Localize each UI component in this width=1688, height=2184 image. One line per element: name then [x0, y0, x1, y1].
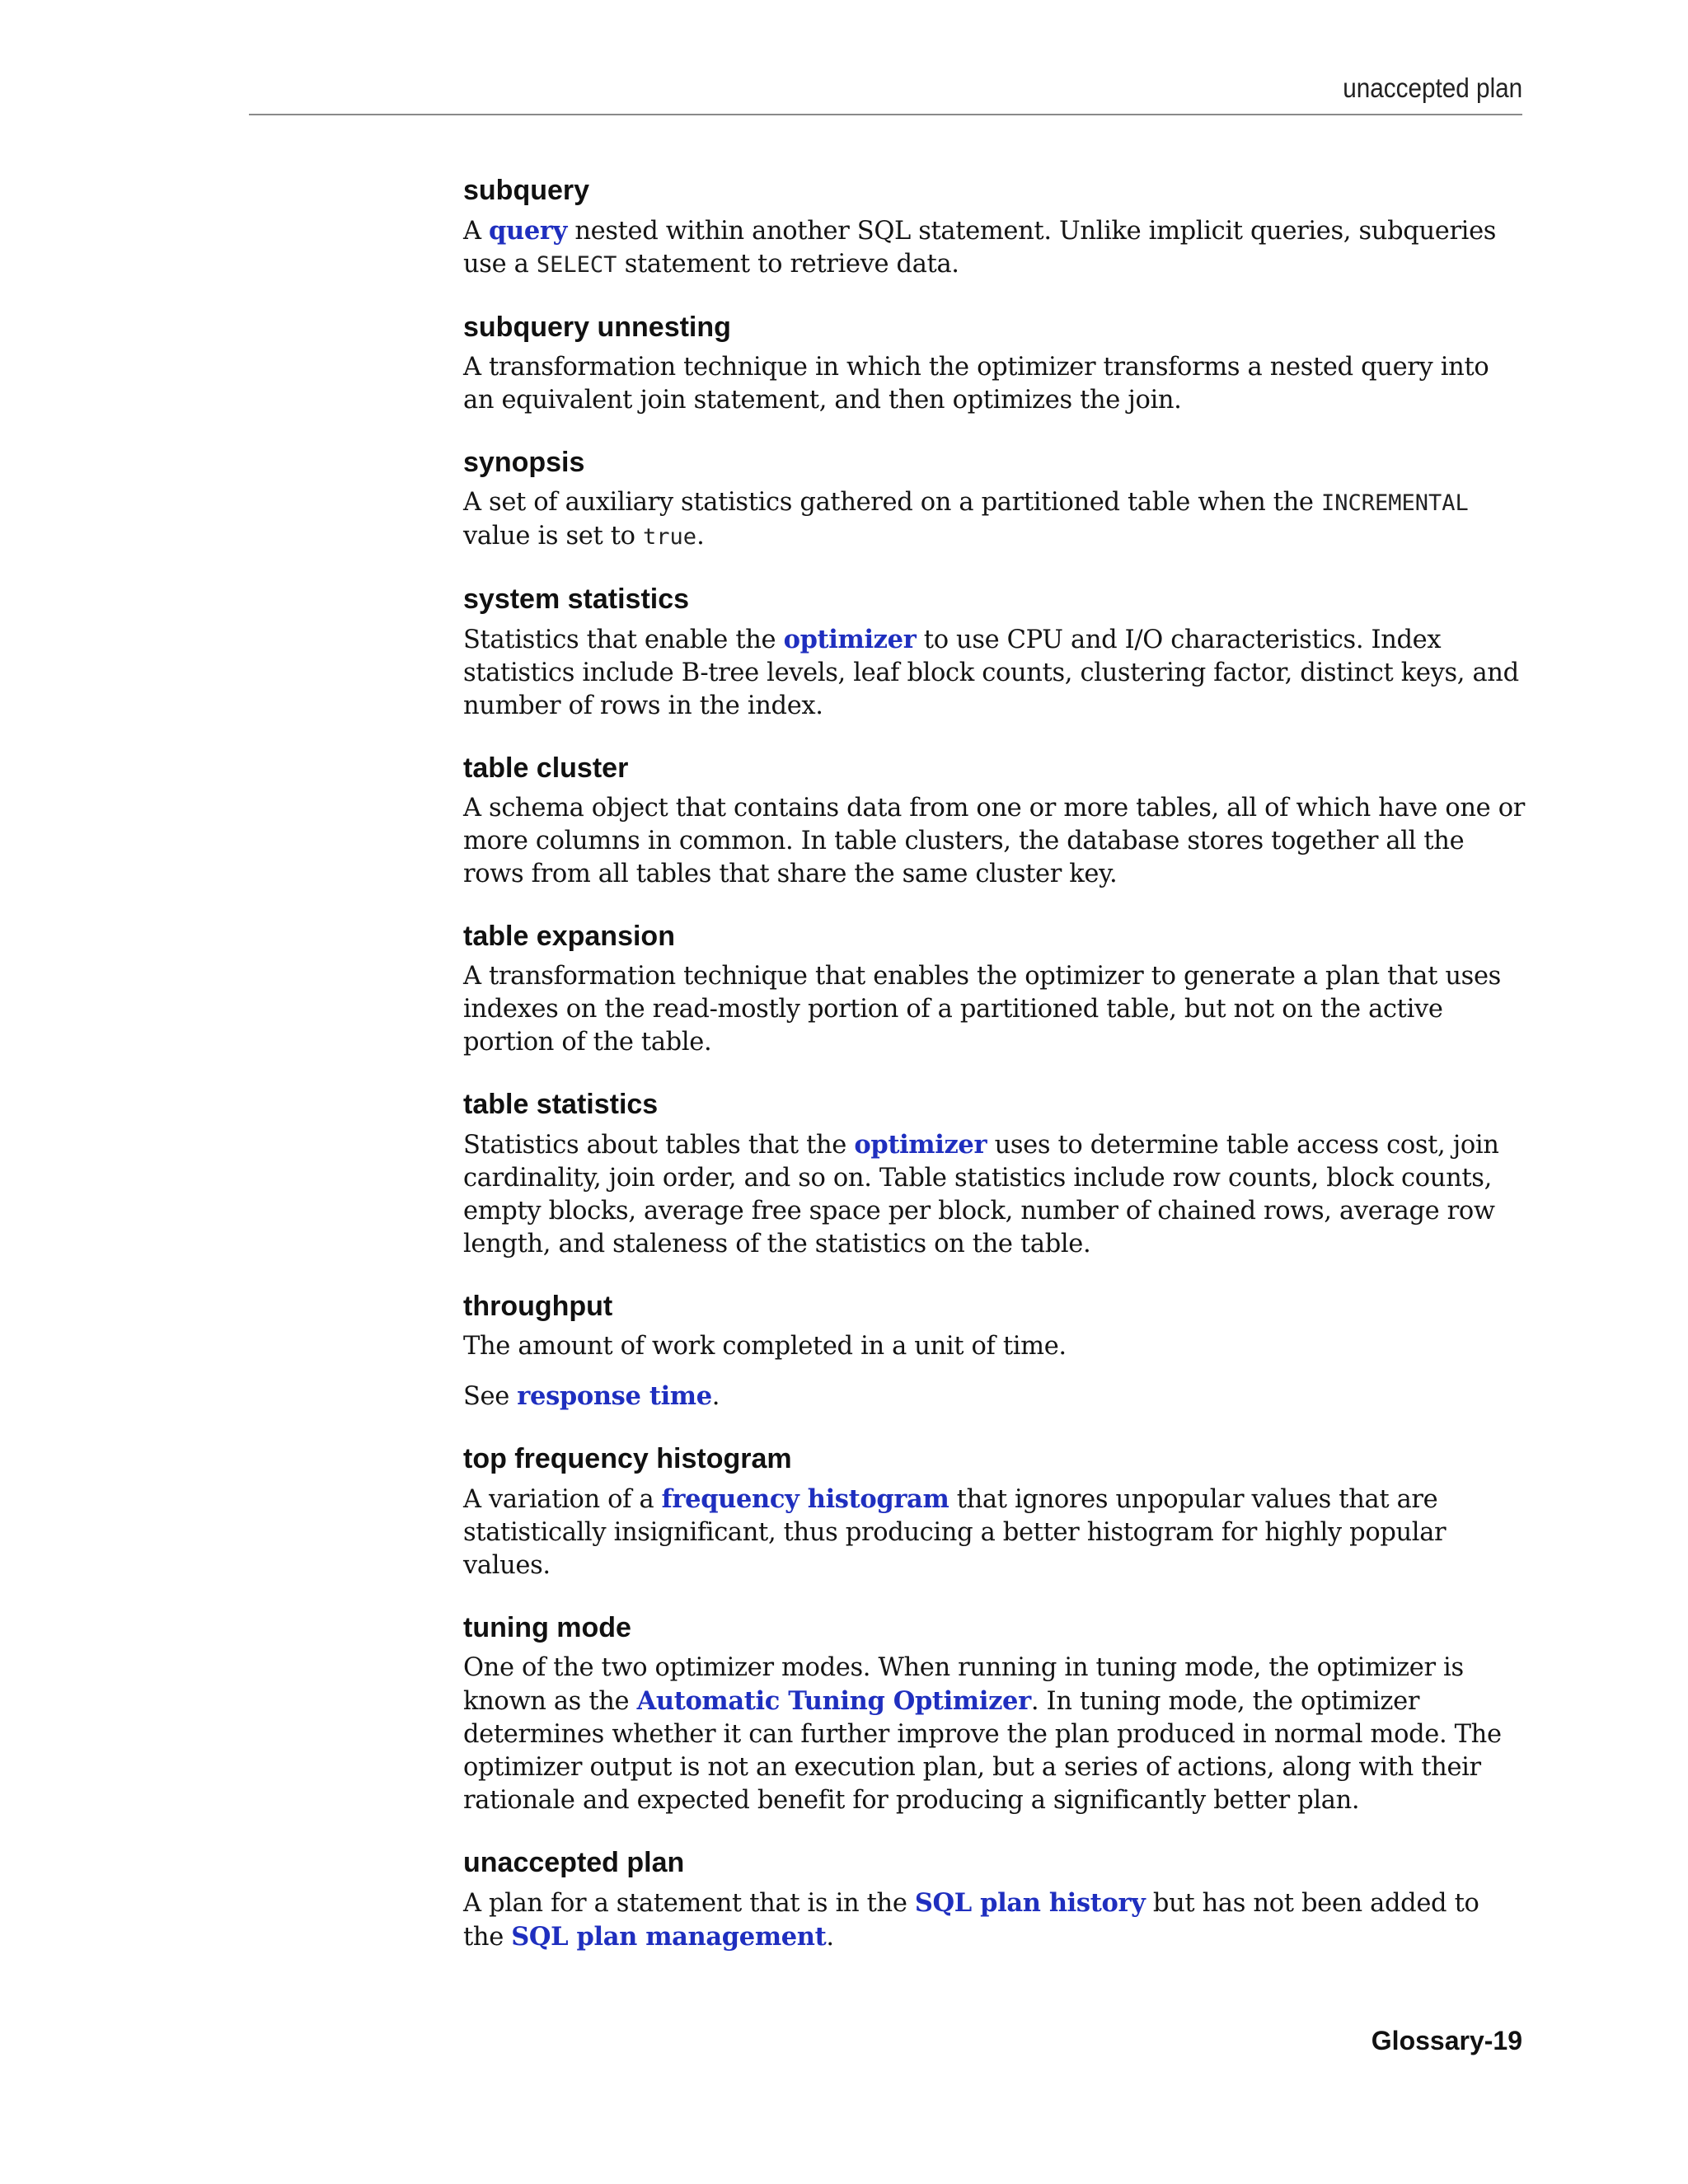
link-query[interactable]: query [489, 216, 567, 246]
link-sql-plan-management[interactable]: SQL plan management [511, 1922, 827, 1952]
glossary-entry-subquery [463, 170, 1526, 282]
definition-text: Statistics about tables that the [463, 1131, 855, 1160]
glossary-entry-tuning-mode [463, 1607, 1526, 1817]
term-heading: table expansion [463, 921, 675, 952]
glossary-entry-top-frequency-histogram [463, 1438, 1526, 1582]
term-definition [463, 351, 1526, 417]
link-optimizer[interactable]: optimizer [783, 625, 917, 654]
term-heading: table cluster [463, 752, 629, 784]
definition-text: A schema object that contains data from one or more tables, all of which have one or more columns in common. In table clusters, the database stores together all the rows from all tables that share the same cluster key. [463, 794, 1525, 888]
definition-text: . [696, 522, 705, 551]
glossary-entry-table-statistics [463, 1084, 1526, 1261]
term-heading: subquery unnesting [463, 312, 731, 343]
code-keyword: INCREMENTAL [1320, 490, 1469, 516]
definition-text: statement to retrieve data. [617, 250, 959, 279]
glossary-entry-table-expansion [463, 916, 1526, 1059]
glossary-entry-throughput [463, 1286, 1526, 1413]
term-definition [463, 486, 1526, 554]
definition-text: A set of auxiliary statistics gathered on a partitioned table when the [463, 488, 1321, 517]
term-heading: table statistics [463, 1089, 659, 1120]
page-number: Glossary-19 [1371, 2026, 1522, 2055]
definition-text: but has not been added to the [463, 1889, 1479, 1952]
definition-text: Statistics that enable the [463, 626, 784, 654]
definition-text: A transformation technique in which the optimizer transforms a nested query into an equivalent join statement, and then optimizes the join. [463, 353, 1489, 415]
code-keyword: SELECT [536, 252, 617, 278]
term-heading: synopsis [463, 447, 585, 478]
definition-text: One of the two optimizer modes. When running in tuning mode, the optimizer is known as the [463, 1653, 1464, 1716]
definition-text: The amount of work completed in a unit of time. [463, 1332, 1067, 1361]
definition-text: A transformation technique that enables the optimizer to generate a plan that uses indexes on the read-mostly portion of a partitioned table, but not on the active portion of the table. [463, 962, 1501, 1057]
definition-text: . [826, 1923, 834, 1952]
header-rule [249, 114, 1522, 115]
see-also [463, 1380, 1526, 1413]
term-definition [463, 1886, 1526, 1954]
term-definition [463, 214, 1526, 282]
term-definition [463, 623, 1526, 723]
running-header: unaccepted plan [1343, 73, 1522, 103]
glossary-entry-synopsis [463, 442, 1526, 554]
term-heading: tuning mode [463, 1612, 631, 1643]
link-optimizer[interactable]: optimizer [854, 1130, 987, 1160]
term-definition [463, 1652, 1526, 1817]
glossary-entry-unaccepted-plan [463, 1842, 1526, 1954]
definition-text: A variation of a [463, 1485, 662, 1514]
term-definition [463, 792, 1526, 891]
link-response-time[interactable]: response time [517, 1381, 712, 1411]
term-definition [463, 960, 1526, 1059]
glossary-list [463, 170, 1526, 1979]
term-definition [463, 1128, 1526, 1261]
term-heading: unaccepted plan [463, 1847, 685, 1878]
glossary-entry-table-cluster [463, 748, 1526, 891]
definition-text: nested within another SQL statement. Unlike implicit queries, subqueries use a [463, 217, 1497, 279]
link-sql-plan-history[interactable]: SQL plan history [914, 1888, 1146, 1918]
definition-text: See [463, 1382, 518, 1411]
definition-text: value is set to [463, 522, 644, 551]
glossary-entry-system-statistics [463, 579, 1526, 723]
definition-text: . [711, 1382, 720, 1411]
definition-text: A [463, 217, 490, 246]
term-heading: system statistics [463, 583, 690, 615]
definition-text: . In tuning mode, the optimizer determines whether it can further improve the plan produced in normal mode. The optimizer output is not an execution plan, but a series of actions, along with their rationale and expected benefit for producing a significantly better plan. [463, 1687, 1502, 1815]
term-definition [463, 1330, 1526, 1363]
link-frequency-histogram[interactable]: frequency histogram [661, 1484, 950, 1514]
link-automatic-tuning-optimizer[interactable]: Automatic Tuning Optimizer [636, 1686, 1031, 1716]
term-heading: throughput [463, 1291, 613, 1322]
definition-text: A plan for a statement that is in the [463, 1889, 915, 1918]
term-heading: subquery [463, 175, 590, 206]
term-definition [463, 1483, 1526, 1582]
definition-text: that ignores unpopular values that are statistically insignificant, thus producing a better histogram for highly popular values. [463, 1485, 1447, 1580]
definition-text: uses to determine table access cost, join cardinality, join order, and so on. Table statistics include row counts, block counts, empty blocks, average free space per block, number of chained rows, average row length, and staleness of the statistics on the table. [463, 1131, 1499, 1258]
code-keyword: true [643, 524, 697, 550]
term-heading: top frequency histogram [463, 1443, 792, 1474]
definition-text: to use CPU and I/O characteristics. Index statistics include B-tree levels, leaf block counts, clustering factor, distinct keys, and number of rows in the index. [463, 626, 1519, 720]
glossary-entry-subquery-unnesting [463, 307, 1526, 417]
